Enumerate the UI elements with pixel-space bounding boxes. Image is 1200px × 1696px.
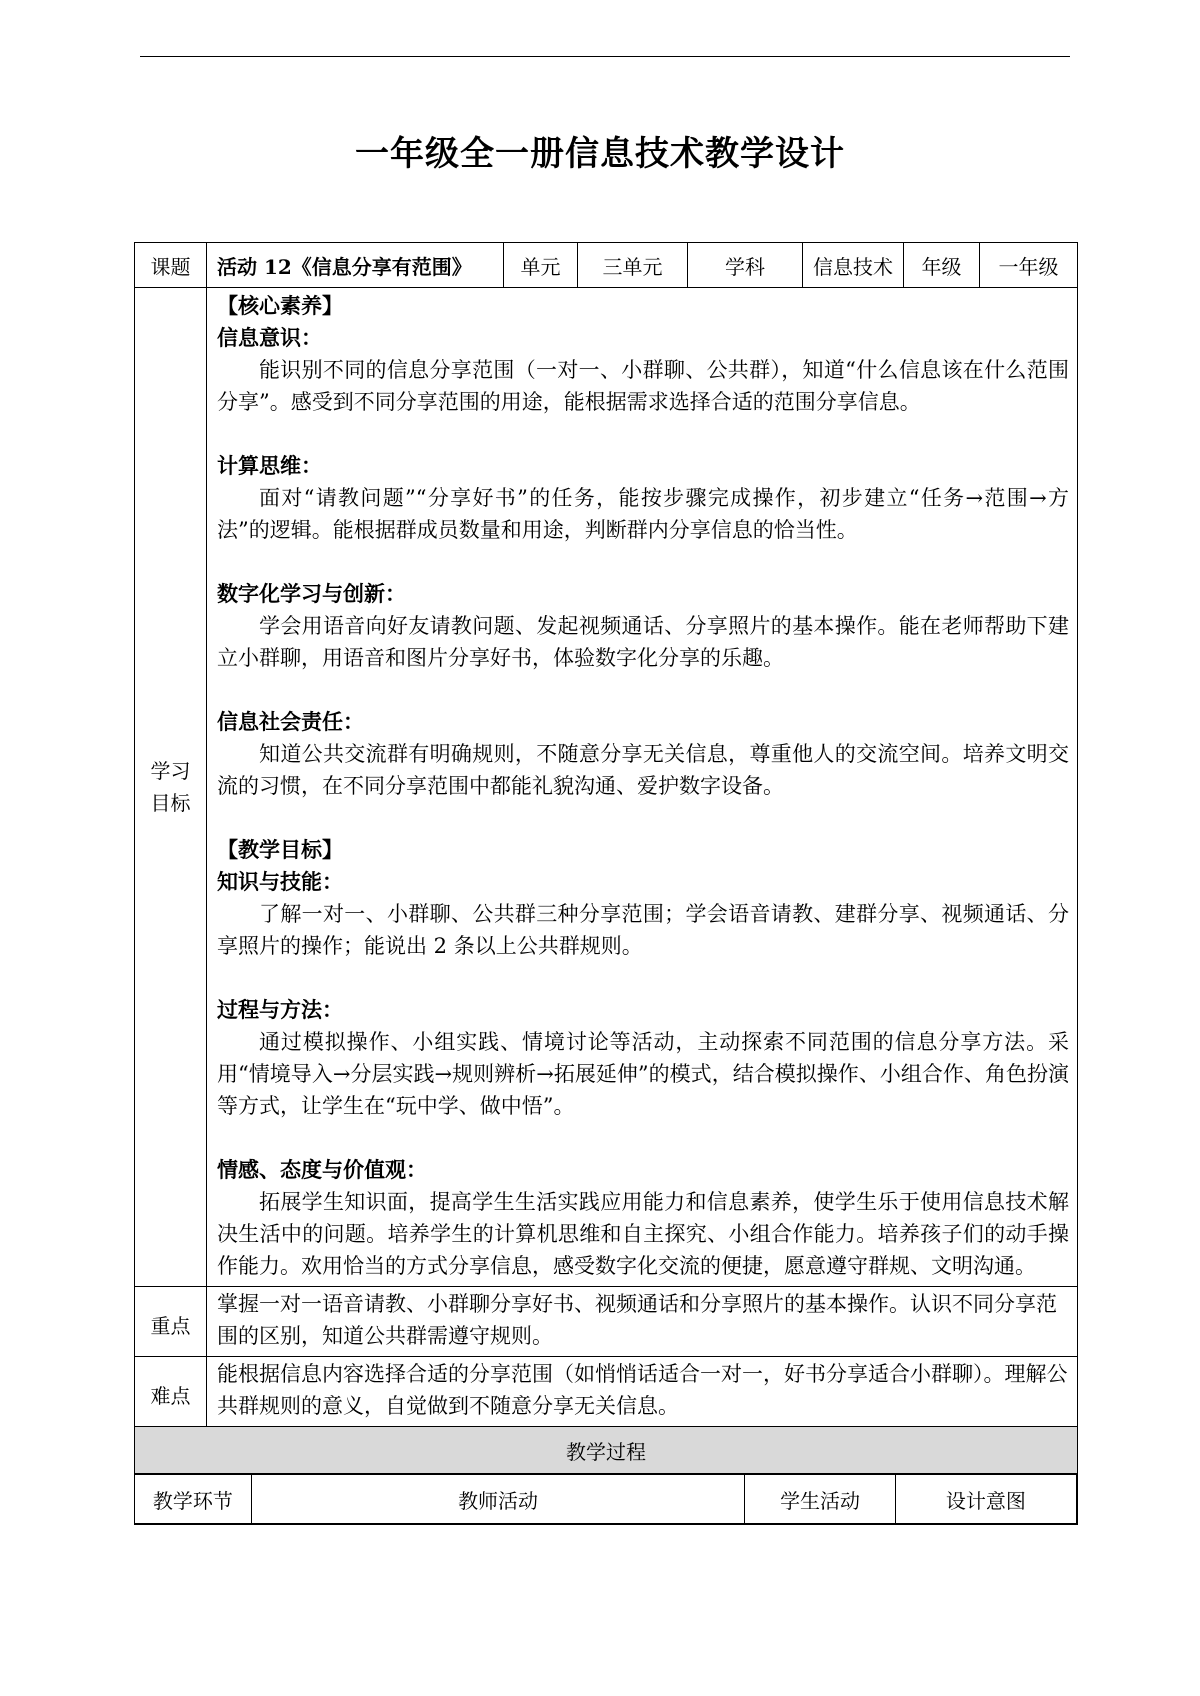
process-columns-inner	[135, 1474, 1077, 1524]
col-intent-header: 设计意图	[895, 1475, 1076, 1524]
social-responsibility-text: 知道公共交流群有明确规则，不随意分享无关信息，尊重他人的交流空间。培养文明交流的习惯，在不同分享范围中都能礼貌沟通、爱护数字设备。	[217, 742, 1069, 798]
col-teacher-header: 教师活动	[251, 1475, 745, 1524]
col-student-header: 学生活动	[745, 1475, 895, 1524]
objectives-row	[135, 288, 1078, 1287]
knowledge-skills-title: 知识与技能：	[217, 869, 343, 894]
process-section-title: 教学过程	[135, 1427, 1078, 1474]
difficulty-row	[135, 1357, 1078, 1427]
difficulty-text: 能根据信息内容选择合适的分享范围（如悄悄话适合一对一，好书分享适合小群聊）。理解公共群规则的意义，自觉做到不随意分享无关信息。	[207, 1357, 1078, 1427]
process-columns-row	[135, 1474, 1078, 1525]
unit-label: 单元	[504, 243, 578, 288]
header-row	[135, 243, 1078, 288]
knowledge-skills-text: 了解一对一、小群聊、公共群三种分享范围；学会语音请教、建群分享、视频通话、分享照片的操作；能说出 2 条以上公共群规则。	[217, 902, 1069, 958]
header-rule	[140, 56, 1070, 57]
digital-learning-title: 数字化学习与创新：	[217, 581, 406, 606]
digital-learning-text: 学会用语音向好友请教问题、发起视频通话、分享照片的基本操作。能在老师帮助下建立小群聊，用语音和图片分享好书，体验数字化分享的乐趣。	[217, 614, 1069, 670]
subject-value: 信息技术	[803, 243, 904, 288]
teaching-goals-heading: 【教学目标】	[217, 837, 343, 862]
objectives-label-line2: 目标	[150, 791, 191, 815]
computational-thinking-text: 面对“请教问题”“分享好书”的任务，能按步骤完成操作，初步建立“任务→范围→方法”的逻辑。能根据群成员数量和用途，判断群内分享信息的恰当性。	[217, 486, 1069, 542]
unit-value: 三单元	[578, 243, 688, 288]
key-point-text: 掌握一对一语音请教、小群聊分享好书、视频通话和分享照片的基本操作。认识不同分享范围的区别，知道公共群需遵守规则。	[207, 1287, 1078, 1357]
objectives-label	[135, 288, 207, 1287]
emotion-values-title: 情感、态度与价值观：	[217, 1157, 427, 1182]
info-awareness-text: 能识别不同的信息分享范围（一对一、小群聊、公共群），知道“什么信息该在什么范围分享”。感受到不同分享范围的用途，能根据需求选择合适的范围分享信息。	[217, 358, 1069, 414]
lesson-plan-table	[134, 242, 1078, 1525]
process-methods-title: 过程与方法：	[217, 997, 343, 1022]
grade-value: 一年级	[980, 243, 1078, 288]
document-title: 一年级全一册信息技术教学设计	[355, 134, 845, 174]
process-columns	[135, 1474, 1078, 1525]
subject-label: 学科	[688, 243, 803, 288]
computational-thinking-title: 计算思维：	[217, 453, 322, 478]
emotion-values-text: 拓展学生知识面，提高学生生活实践应用能力和信息素养，使学生乐于使用信息技术解决生活中的问题。培养学生的计算机思维和自主探究、小组合作能力。培养孩子们的动手操作能力。欢用恰当的方式分享信息，感受数字化交流的便捷，愿意遵守群规、文明沟通。	[217, 1190, 1069, 1278]
grade-label: 年级	[904, 243, 980, 288]
objectives-label-line1: 学习	[150, 759, 191, 783]
process-title-row	[135, 1427, 1078, 1474]
core-literacy-heading: 【核心素养】	[217, 293, 343, 318]
difficulty-label: 难点	[135, 1357, 207, 1427]
col-stage-header: 教学环节	[135, 1475, 251, 1524]
key-point-label: 重点	[135, 1287, 207, 1357]
info-awareness-title: 信息意识：	[217, 325, 322, 350]
topic-label: 课题	[135, 243, 207, 288]
process-methods-text: 通过模拟操作、小组实践、情境讨论等活动，主动探索不同范围的信息分享方法。采用“情境导入→分层实践→规则辨析→拓展延伸”的模式，结合模拟操作、小组合作、角色扮演等方式，让学生在“玩中学、做中悟”。	[217, 1030, 1069, 1118]
key-point-row	[135, 1287, 1078, 1357]
objectives-content	[207, 288, 1078, 1287]
social-responsibility-title: 信息社会责任：	[217, 709, 364, 734]
topic-value: 活动 12《信息分享有范围》	[207, 243, 504, 288]
